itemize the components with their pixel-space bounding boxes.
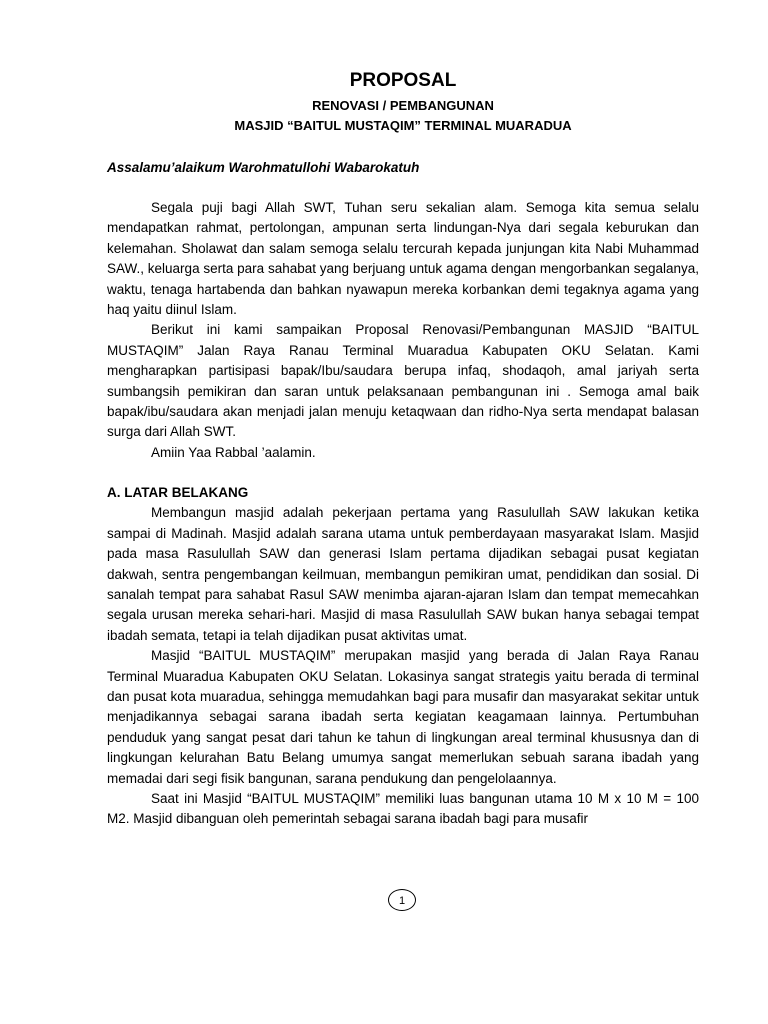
document-subtitle-1: RENOVASI / PEMBANGUNAN	[312, 98, 494, 113]
opening-paragraph: Berikut ini kami sampaikan Proposal Renovasi/Pembangunan MASJID “BAITUL MUSTAQIM” Jalan Raya Ranau Terminal Muaradua Kabupaten OKU Selatan. Kami mengharapkan partisipasi bapak/Ibu/saudara berupa infaq, shodaqoh, amal jariyah serta sumbangsih pemikiran dan saran untuk pelaksanaan pembangunan ini . Semoga amal baik bapak/ibu/saudara akan menjadi jalan menuju ketaqwaan dan ridho-Nya serta mendapat balasan surga dari Allah SWT.	[107, 322, 699, 440]
spacer	[107, 463, 699, 483]
section-paragraph: Saat ini Masjid “BAITUL MUSTAQIM” memiliki luas bangunan utama 10 M x 10 M = 100 M2. Masjid dibanguan oleh pemerintah sebagai sarana ibadah bagi para musafir	[107, 790, 699, 827]
section-paragraph: Membangun masjid adalah pekerjaan pertama yang Rasulullah SAW lakukan ketika sampai di Madinah. Masjid adalah sarana utama untuk pemberdayaan masyarakat Islam. Masjid pada masa Rasulullah SAW dan generasi Islam pertama dijadikan sebagai pusat kegiatan dakwah, sentra pengembangan keilmuan, membangun pemikiran umat, pendidikan dan sosial. Di sanalah tempat para sahabat Rasul SAW menimba ajaran-ajaran Islam dan tempat memecahkan segala urusan mereka sehari-hari. Masjid di masa Rasulullah SAW bukan hanya sebagai tempat ibadah semata, tetapi ia telah dijadikan pusat aktivitas umat.	[107, 505, 699, 643]
greeting: Assalamu’alaikum Warohmatullohi Wabarokatuh	[107, 160, 420, 175]
document-subtitle-2: MASJID “BAITUL MUSTAQIM” TERMINAL MUARADUA	[234, 118, 572, 133]
opening-paragraph: Amiin Yaa Rabbal ’aalamin.	[151, 444, 316, 460]
section-heading-latar-belakang: A. LATAR BELAKANG	[107, 485, 249, 501]
document-title: PROPOSAL	[349, 70, 457, 91]
opening-paragraph: Segala puji bagi Allah SWT, Tuhan seru sekalian alam. Semoga kita semua selalu mendapatkan rahmat, pertolongan, ampunan serta lindungan-Nya dari segala keburukan dan kelemahan. Sholawat dan salam semoga selalu tercurah kepada junjungan kita Nabi Muhammad SAW., keluarga serta para sahabat yang berjuang untuk agama dengan mengorbankan segalanya, waktu, tenaga hartabenda dan bahkan nyawapun mereka korbankan demi tegaknya agama yang haq yaitu diinul Islam.	[107, 200, 699, 318]
document-page	[107, 68, 699, 830]
page-number: 1	[388, 889, 416, 911]
section-paragraph: Masjid “BAITUL MUSTAQIM” merupakan masjid yang berada di Jalan Raya Ranau Terminal Muaradua Kabupaten OKU Selatan. Lokasinya sangat strategis yaitu berada di terminal dan pusat kota muaradua, sehingga memudahkan bagi para musafir dan masyarakat sekitar untuk menjadikannya sebagai sarana ibadah serta kegiatan keagamaan lainnya. Pertumbuhan penduduk yang sangat pesat dari tahun ke tahun di lingkungan areal terminal khususnya dan di lingkungan kelurahan Batu Belang umumya sangat memerlukan sebuah sarana ibadah yang memadai dari segi fisik bangunan, sarana pendukung dan pengelolaannya.	[107, 648, 699, 786]
spacer	[107, 178, 699, 198]
